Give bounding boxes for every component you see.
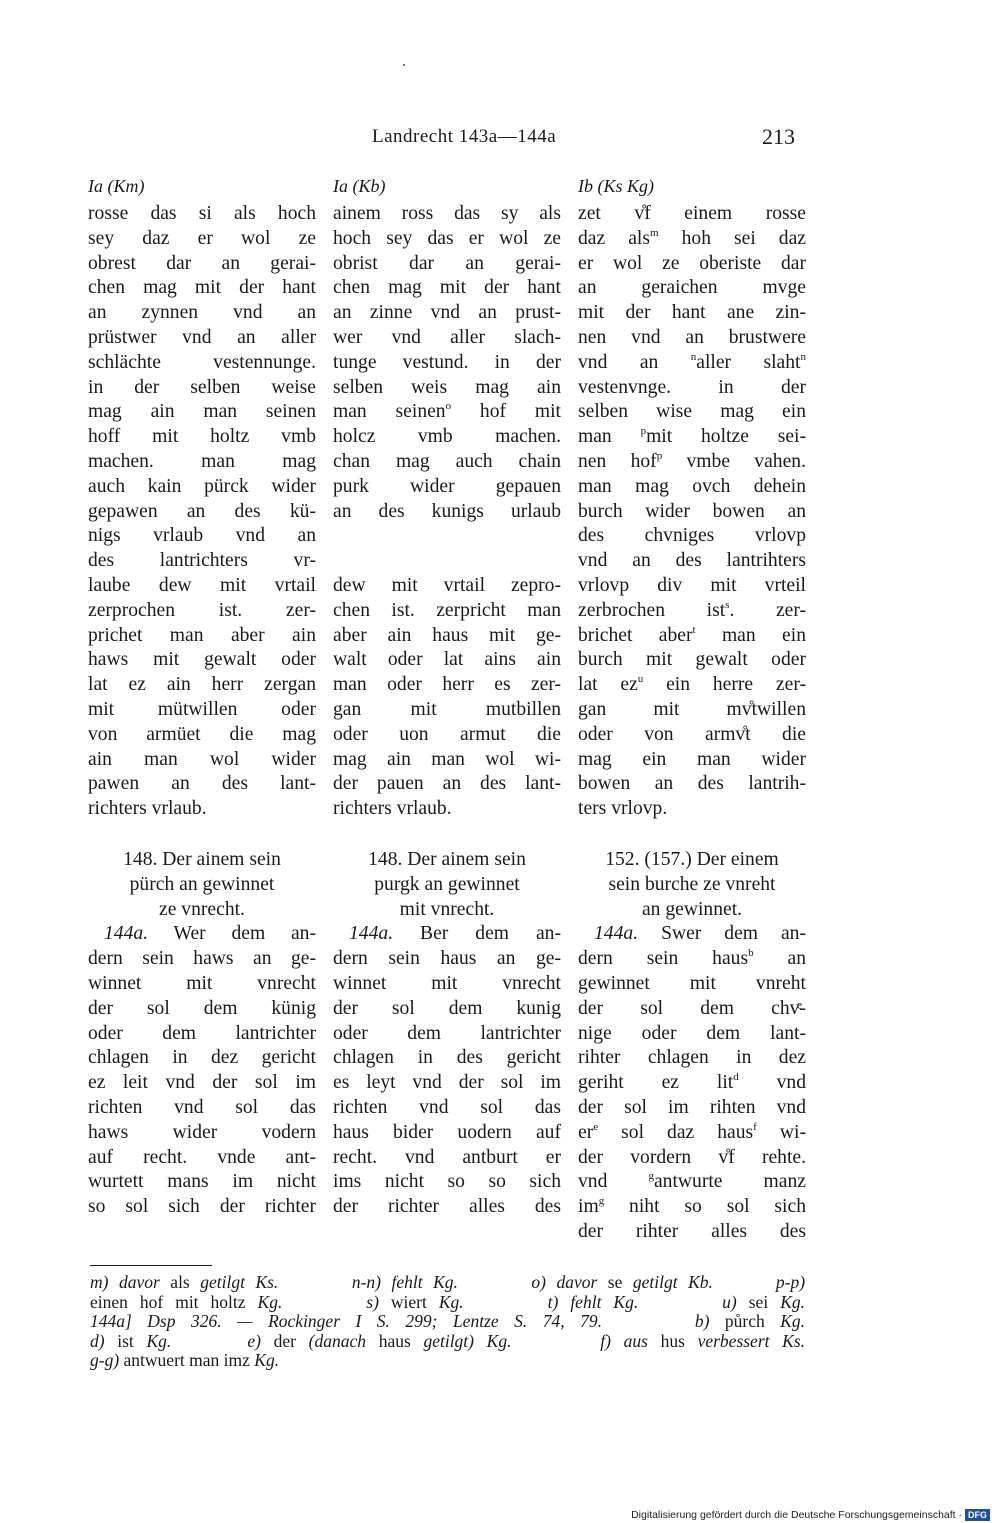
text-line: haws wider vodern xyxy=(88,1121,316,1143)
section-heading: 148. Der ainem sein xyxy=(123,849,281,870)
blank-line xyxy=(333,524,561,549)
section-heading: an gewinnet. xyxy=(641,898,743,920)
text-line: gepawen an des kü- xyxy=(88,500,316,522)
text-line: von armüet die mag xyxy=(88,723,316,745)
text-line: des chvniges vrlovp xyxy=(578,525,806,547)
text-line: burch wider bowen an xyxy=(578,500,806,522)
text-line: an zinne vnd an prust- xyxy=(333,302,561,324)
text-line: obrist dar an gerai- xyxy=(333,252,561,274)
text-line: ims nicht so so sich xyxy=(333,1171,561,1193)
text-line: $im^g$ niht so sol sich xyxy=(578,1195,806,1218)
text-line: recht. vnd antburt er xyxy=(333,1146,561,1168)
text-line: wer vnd aller slach- xyxy=(333,326,561,348)
text-line: der richter alles des xyxy=(333,1196,561,1218)
paragraph-number: 144a. xyxy=(104,923,149,945)
column-sigla: Ia (Kb) xyxy=(333,176,386,196)
text-line: auch kain pürck wider xyxy=(88,475,316,497)
footnote-marker: g xyxy=(648,1170,654,1183)
text-line: 144a. Wer dem an- xyxy=(104,923,316,945)
footnote-line: einen hof mit holtz Kg. s) wiert Kg. t) fehlt Kg. u) sei Kg. xyxy=(90,1291,805,1312)
section-152-ks-kg xyxy=(578,848,806,1245)
section-heading: 148. Der ainem sein xyxy=(368,849,526,870)
text-line: gan mit mv̊twillen xyxy=(578,698,806,720)
footnote-line: g-g) antwuert man imz Kg. xyxy=(90,1350,280,1370)
section-heading: 152. (157.) Der einem xyxy=(605,849,779,870)
text-line: sey daz er wol ze xyxy=(88,227,316,249)
text-line: gan mit mutbillen xyxy=(333,698,561,720)
footnote-marker: b xyxy=(748,947,754,960)
text-line: der vordern v̊f rehte. xyxy=(578,1146,806,1168)
dfg-logo-icon: DFG xyxy=(965,1509,990,1521)
text-line: lat ez ain herr zergan xyxy=(88,674,316,696)
text-line: oder von armv̊t die xyxy=(578,723,806,745)
text-line: oder uon armut die xyxy=(333,723,561,745)
paragraph-number: 144a. xyxy=(594,923,639,945)
text-line: selben wise mag ein xyxy=(578,401,806,423)
text-line: nen hof$^p$ vmbe vahen. xyxy=(578,449,806,472)
text-line: wurtett mans im nicht xyxy=(88,1171,316,1193)
text-line: richten vnd sol das xyxy=(333,1096,561,1118)
column-ib-ks-kg xyxy=(578,174,806,822)
section-heading: mit vnrecht. xyxy=(399,898,495,920)
text-line: laube dew mit vrtail xyxy=(88,574,316,596)
footnote-marker: n xyxy=(800,350,806,363)
text-line: vnd an des lantrihters xyxy=(578,550,806,572)
text-line: chlagen in des gericht xyxy=(333,1047,561,1069)
footnote-marker: e xyxy=(593,1120,599,1133)
text-line: in der selben weise xyxy=(88,376,316,398)
text-line: obrest dar an gerai- xyxy=(88,252,316,274)
text-line: ters vrlovp. xyxy=(578,798,668,820)
column-sigla: Ia (Km) xyxy=(88,176,145,196)
text-line: vnd an $^n$aller slaht$^n$ xyxy=(578,350,806,373)
text-line: man oder herr es zer- xyxy=(333,674,561,696)
text-line: ain man wol wider xyxy=(88,748,316,770)
digitization-credit xyxy=(631,1509,990,1521)
text-line: prichet man aber ain xyxy=(88,624,316,646)
text-line: geriht ez lit$^d$ vnd xyxy=(578,1071,806,1094)
text-line: aber ain haus mit ge- xyxy=(333,624,561,646)
footnote-marker: f xyxy=(753,1120,757,1133)
speck xyxy=(403,64,405,66)
text-line: an des kunigs urlaub xyxy=(333,500,561,522)
text-line: mag ein man wider xyxy=(578,748,806,770)
text-line: man mag ovch dehein xyxy=(578,475,806,497)
footnote-marker: p xyxy=(656,449,663,462)
text-line: nige oder dem lant- xyxy=(578,1022,806,1044)
text-line: chan mag auch chain xyxy=(333,450,561,472)
page-header xyxy=(0,126,1000,156)
text-line: oder dem lantrichter xyxy=(88,1022,316,1044)
footnote-marker: s xyxy=(725,598,730,611)
footnote-marker: u xyxy=(637,673,644,686)
text-line: zerbrochen ist$^s$. zer- xyxy=(578,598,806,621)
text-line: mit der hant ane zin- xyxy=(578,302,806,324)
footnotes xyxy=(90,1273,805,1371)
text-line: burch mit gewalt oder xyxy=(578,649,806,671)
text-line: nen vnd an brustwere xyxy=(578,326,806,348)
text-line: 144a. Swer dem an- xyxy=(594,923,806,945)
text-line: ez leit vnd der sol im xyxy=(88,1072,316,1094)
text-line: schlächte vestennunge. xyxy=(88,351,316,373)
text-line: auf recht. vnde ant- xyxy=(88,1146,316,1168)
text-line: winnet mit vnrecht xyxy=(333,972,561,994)
text-line: walt oder lat ains ain xyxy=(333,649,561,671)
text-line: pawen an des lant- xyxy=(88,773,316,795)
text-line: 144a. Ber dem an- xyxy=(349,923,561,945)
text-line: man seinen$^o$ hof mit xyxy=(333,400,561,423)
text-line: hoff mit holtz vmb xyxy=(88,426,316,448)
text-line: holcz vmb machen. xyxy=(333,426,561,448)
text-line: des lantrichters vr- xyxy=(88,550,316,572)
section-heading: sein burche ze vnreht xyxy=(608,873,776,895)
text-line: man $^p$mit holtze sei- xyxy=(578,425,806,448)
text-line: $er^e$ sol daz haus$^f$ wi- xyxy=(578,1120,806,1143)
text-line: zet v̊f einem rosse xyxy=(578,203,806,224)
text-line: machen. man mag xyxy=(88,450,316,472)
footnote-line: m) davor als getilgt Ks. n-n) fehlt Kg. o) davor se getilgt Kb. p-p) xyxy=(90,1272,806,1292)
text-line: ainem ross das sy als xyxy=(333,203,561,224)
text-line: prüstwer vnd an aller xyxy=(88,326,316,348)
text-line: gewinnet mit vnreht xyxy=(578,972,806,994)
text-line: vnd $^g$antwurte manz xyxy=(578,1170,806,1193)
footnote-marker: n xyxy=(690,350,697,363)
page-number: 213 xyxy=(762,124,795,149)
section-148-km xyxy=(88,848,316,1220)
text-line: oder dem lantrichter xyxy=(333,1022,561,1044)
column-text xyxy=(88,202,316,822)
paragraph-number: 144a. xyxy=(349,923,394,945)
column-text xyxy=(578,202,806,822)
text-line: tunge vestund. in der xyxy=(333,351,561,373)
text-line: der rihter alles des xyxy=(578,1220,806,1242)
text-line: der sol dem künig xyxy=(88,997,316,1019)
text-line: der pauen an des lant- xyxy=(333,773,561,795)
text-line: richters vrlaub. xyxy=(88,798,207,820)
text-line: dern sein haws an ge- xyxy=(88,948,316,970)
column-sigla: Ib (Ks Kg) xyxy=(578,176,654,196)
footnote-marker: m xyxy=(650,226,659,239)
text-line: haws mit gewalt oder xyxy=(88,649,316,671)
footnote-marker: d xyxy=(733,1071,739,1084)
column-ia-km xyxy=(88,174,316,822)
text-line: daz als$^m$ hoh sei daz xyxy=(578,226,807,249)
text-line: dern sein haus$^b$ an xyxy=(578,947,806,970)
footnote-rule xyxy=(90,1265,212,1266)
credit-text: Digitalisierung gefördert durch die Deutsche Forschungsgemeinschaft · xyxy=(631,1509,962,1521)
text-line: mag ain man wol wi- xyxy=(333,748,561,770)
text-line: er wol ze oberiste dar xyxy=(578,252,806,274)
section-heading: ze vnrecht. xyxy=(159,898,245,920)
text-line: der sol dem chvͤ- xyxy=(578,997,806,1019)
blank-line xyxy=(333,549,561,574)
text-line: richten vnd sol das xyxy=(88,1096,316,1118)
text-line: zerprochen ist. zer- xyxy=(88,599,316,621)
section-heading: purgk an gewinnet xyxy=(374,873,520,895)
text-line: haus bider uodern auf xyxy=(333,1121,561,1143)
text-line: winnet mit vnrecht xyxy=(88,972,316,994)
text-line: hoch sey das er wol ze xyxy=(333,227,561,249)
footnote-marker: t xyxy=(692,623,696,636)
footnote-marker: g xyxy=(598,1195,605,1208)
text-line: rihter chlagen in dez xyxy=(578,1047,806,1069)
section-heading: pürch an gewinnet xyxy=(129,873,275,895)
column-ia-kb xyxy=(333,174,561,822)
text-line: so sol sich der richter xyxy=(88,1196,316,1218)
text-line: purk wider gepauen xyxy=(333,475,561,497)
text-line: chen ist. zerpricht man xyxy=(333,599,561,621)
text-line: an geraichen mvge xyxy=(578,277,806,299)
footnote-marker: p xyxy=(640,425,647,438)
text-line: nigs vrlaub vnd an xyxy=(88,525,316,547)
text-line: lat $ez^u$ ein herre zer- xyxy=(578,673,806,696)
text-line: chen mag mit der hant xyxy=(333,277,561,299)
footnote-line: 144a] Dsp 326. — Rockinger I S. 299; Lentze S. 74, 79. b) půrch Kg. xyxy=(90,1311,806,1331)
text-line: der sol im rihten vnd xyxy=(578,1096,806,1118)
text-line: vrlovp div mit vrteil xyxy=(578,574,806,596)
text-line: es leyt vnd der sol im xyxy=(333,1072,561,1094)
footnote-line: d) ist Kg. e) der (danach haus getilgt) Kg. f) aus hus verbessert Ks. xyxy=(90,1330,806,1351)
section-148-kb xyxy=(333,848,561,1220)
text-line: an zynnen vnd an xyxy=(88,302,316,324)
text-line: dern sein haus an ge- xyxy=(333,948,561,970)
text-line: bowen an des lantrih- xyxy=(578,773,806,795)
text-line: rosse das si als hoch xyxy=(88,203,316,224)
text-line: mit mütwillen oder xyxy=(88,698,316,720)
text-line: richters vrlaub. xyxy=(333,798,452,820)
text-line: dew mit vrtail zepro- xyxy=(333,574,561,596)
text-line: chen mag mit der hant xyxy=(88,277,316,299)
text-line: selben weis mag ain xyxy=(333,376,561,398)
column-text xyxy=(333,202,561,822)
running-title: Landrecht 143a—144a xyxy=(372,126,557,147)
text-line: chlagen in dez gericht xyxy=(88,1047,316,1069)
footnote-marker: o xyxy=(445,400,452,413)
text-line: der sol dem kunig xyxy=(333,997,561,1019)
text-line: mag ain man seinen xyxy=(88,401,316,423)
text-line: brichet aber$^t$ man ein xyxy=(578,623,806,646)
text-line: vestenvnge. in der xyxy=(578,376,806,398)
